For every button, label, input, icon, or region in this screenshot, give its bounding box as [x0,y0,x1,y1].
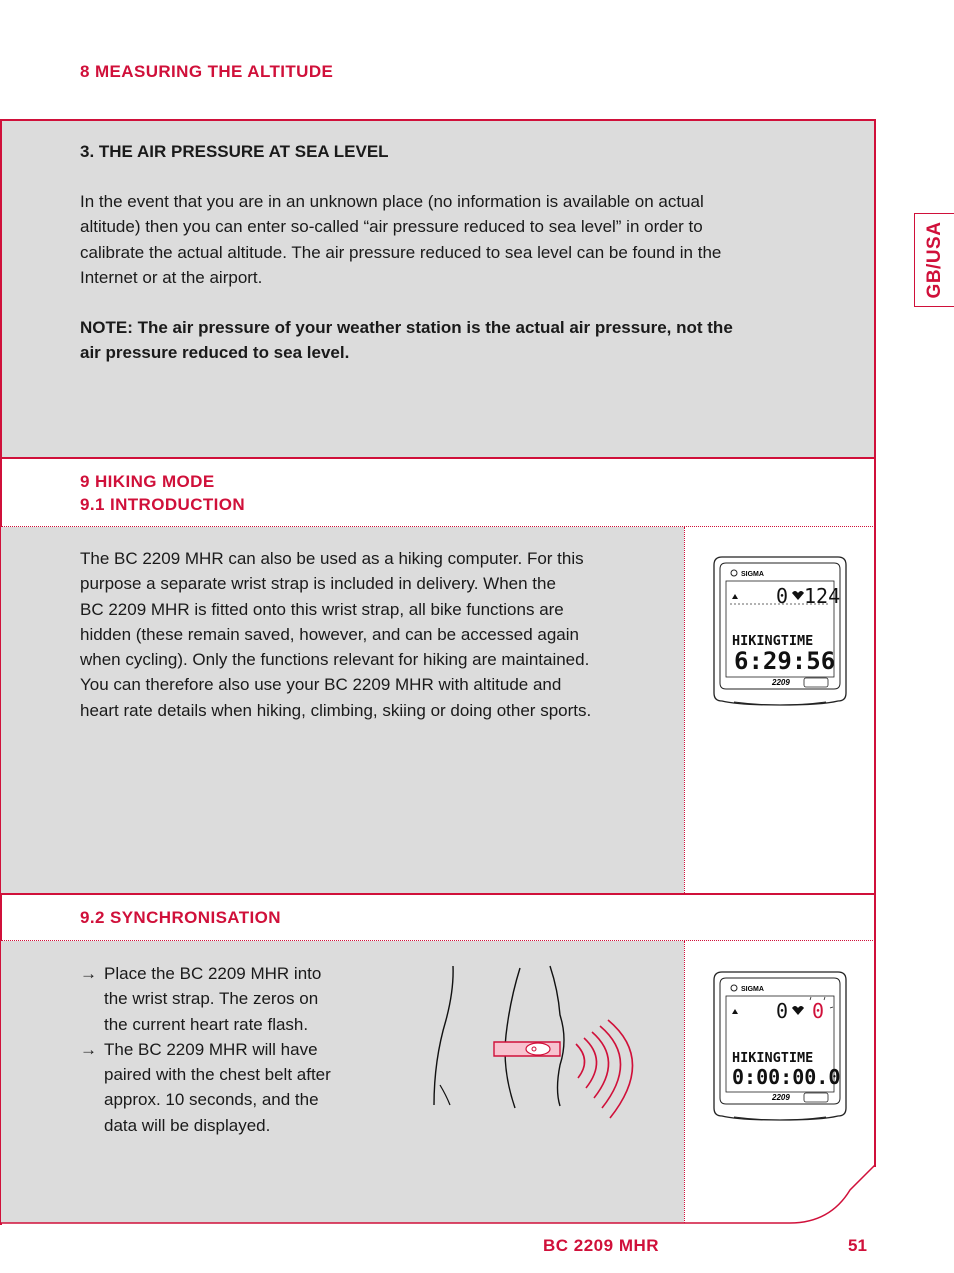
sea-level-note [80,315,840,366]
hikingtime-label: HIKINGTIME [732,1050,814,1066]
divider [0,893,876,895]
sync-steps-list [80,961,380,1138]
hiking-mode-heading: 9 HIKING MODE [80,472,215,491]
text-line: when cycling). Only the functions relevant for hiking are maintained. [80,650,590,670]
altitude-value: 0 [776,999,789,1023]
intro-paragraph [80,546,680,723]
sea-level-heading: 3. THE AIR PRESSURE AT SEA LEVEL [80,142,389,161]
model-label: 2209 [772,678,790,687]
text-line: purpose a separate wrist strap is included in delivery. When the [80,574,556,594]
hikingtime-label: HIKINGTIME [732,633,814,649]
altitude-value: 0 [776,584,789,608]
page-section-title: 8 MEASURING THE ALTITUDE [80,62,334,81]
divider [874,457,876,1167]
divider [0,457,876,459]
text-line: data will be displayed. [104,1115,271,1135]
hikingtime-value: 6:29:56 [734,647,836,675]
text-line: BC 2209 MHR is fitted onto this wrist strap, all bike functions are [80,599,564,619]
box-bottom-border [0,1160,878,1230]
text-line: The BC 2209 MHR will have [104,1039,318,1059]
synchronisation-heading: 9.2 SYNCHRONISATION [80,908,281,927]
text-line: paired with the chest belt after [104,1065,331,1085]
text-line: Place the BC 2209 MHR into [104,964,322,983]
text-line: Internet or at the airport. [80,267,263,287]
sea-level-paragraph [80,189,840,290]
divider [0,119,876,121]
text-line: calibrate the actual altitude. The air pressure reduced to sea level can be found in the [80,242,722,262]
list-item [80,1037,380,1138]
text-line: air pressure reduced to sea level. [80,343,350,363]
page-number: 51 [848,1236,867,1255]
text-line: You can therefore also use your BC 2209 MHR with altitude and [80,675,562,695]
footer-product-title: BC 2209 MHR [543,1236,660,1255]
signal-wave-icon [576,1044,585,1078]
text-line: the current heart rate flash. [104,1014,309,1034]
hikingtime-value: 0:00:00.0 [732,1065,841,1089]
text-line: heart rate details when hiking, climbing, skiing or doing other sports. [80,700,592,720]
text-line: The BC 2209 MHR can also be used as a hiking computer. For this [80,549,584,568]
text-line: In the event that you are in an unknown place (no information is available on actual [80,192,704,211]
arrow-right-icon: → [80,964,97,983]
arrow-right-icon: → [80,1039,97,1059]
brand-label: SIGMA [741,986,764,993]
introduction-heading: 9.1 INTRODUCTION [80,495,246,514]
model-label: 2209 [772,1093,790,1102]
text-line: altitude) then you can enter so-called “air pressure reduced to sea level” in order to [80,217,703,237]
chest-belt-illustration [420,960,660,1130]
bike-computer-device-1 [712,555,848,710]
divider [874,119,876,459]
text-line: hidden (these remain saved, however, and can be accessed again [80,624,579,644]
language-tab-label: GB/USA [923,221,945,299]
text-line: NOTE: The air pressure of your weather station is the actual air pressure, not the [80,318,733,337]
heart-rate-value: 124 [804,584,841,608]
divider [0,119,2,459]
bike-computer-device-2 [712,970,848,1125]
text-line: approx. 10 seconds, and the [104,1090,319,1110]
divider [684,527,685,893]
list-item [80,961,380,1037]
chest-belt-sensor-icon [526,1043,550,1055]
text-line: the wrist strap. The zeros on [104,989,319,1009]
language-tab [914,213,954,307]
brand-label: SIGMA [741,571,764,578]
heart-rate-value-flashing: 0 [812,999,825,1023]
